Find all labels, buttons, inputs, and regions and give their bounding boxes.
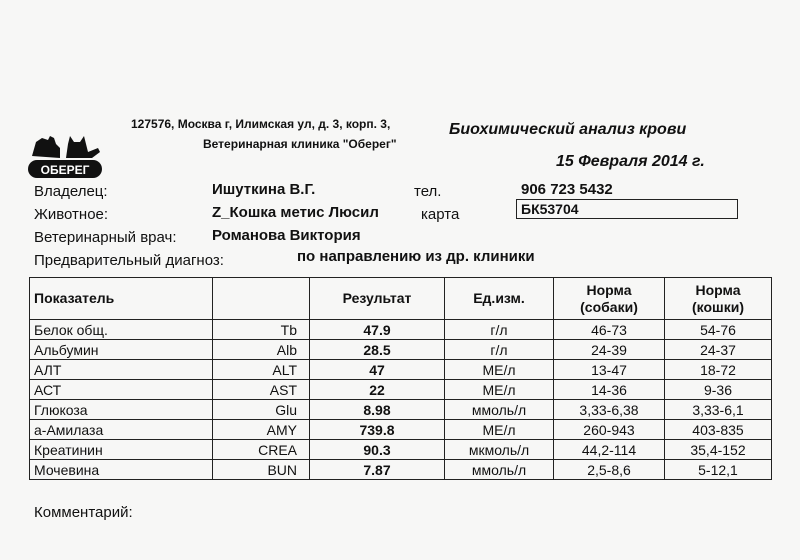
- row-norm-cat: 24-37: [665, 340, 772, 360]
- vet-label: Ветеринарный врач:: [34, 229, 177, 246]
- row-result: 47.9: [310, 320, 445, 340]
- vet-value: Романова Виктория: [212, 227, 361, 244]
- clinic-address: 127576, Москва г, Илимская ул, д. 3, корп. 3,: [131, 117, 391, 131]
- row-norm-dog: 44,2-114: [554, 440, 665, 460]
- row-result: 739.8: [310, 420, 445, 440]
- table-row: [30, 460, 772, 480]
- row-result: 28.5: [310, 340, 445, 360]
- row-code: ALT: [213, 360, 310, 380]
- row-norm-dog: 13-47: [554, 360, 665, 380]
- row-code: BUN: [213, 460, 310, 480]
- header-norm-dogs: Норма (собаки): [554, 278, 665, 320]
- table-row: [30, 420, 772, 440]
- table-header-row: [30, 278, 772, 320]
- card-label: карта: [421, 206, 460, 223]
- table-row: [30, 400, 772, 420]
- document-title: Биохимический анализ крови: [449, 121, 687, 138]
- row-unit: ммоль/л: [445, 460, 554, 480]
- animal-value: Z_Кошка метис Люсил: [212, 204, 379, 221]
- row-norm-cat: 5-12,1: [665, 460, 772, 480]
- row-norm-dog: 2,5-8,6: [554, 460, 665, 480]
- row-name: Креатинин: [30, 440, 213, 460]
- row-code: Alb: [213, 340, 310, 360]
- phone-value: 906 723 5432: [521, 181, 613, 198]
- card-number-box: БК53704: [516, 199, 738, 219]
- owner-value: Ишуткина В.Г.: [212, 181, 316, 198]
- row-code: CREA: [213, 440, 310, 460]
- table-row: [30, 440, 772, 460]
- phone-label: тел.: [414, 183, 442, 200]
- row-name: Альбумин: [30, 340, 213, 360]
- row-code: AST: [213, 380, 310, 400]
- row-norm-cat: 35,4-152: [665, 440, 772, 460]
- logo-text: ОБЕРЕГ: [40, 163, 90, 177]
- row-result: 47: [310, 360, 445, 380]
- animal-label: Животное:: [34, 206, 109, 223]
- row-norm-cat: 3,33-6,1: [665, 400, 772, 420]
- row-name: Мочевина: [30, 460, 213, 480]
- header-result: Результат: [310, 278, 445, 320]
- row-code: Glu: [213, 400, 310, 420]
- row-norm-dog: 24-39: [554, 340, 665, 360]
- row-unit: мкмоль/л: [445, 440, 554, 460]
- row-norm-cat: 403-835: [665, 420, 772, 440]
- table-row: [30, 340, 772, 360]
- results-table: [29, 277, 772, 480]
- row-norm-cat: 54-76: [665, 320, 772, 340]
- row-result: 7.87: [310, 460, 445, 480]
- table-row: [30, 360, 772, 380]
- row-norm-dog: 46-73: [554, 320, 665, 340]
- row-norm-cat: 9-36: [665, 380, 772, 400]
- header-norm-cats: Норма (кошки): [665, 278, 772, 320]
- row-norm-cat: 18-72: [665, 360, 772, 380]
- row-name: АЛТ: [30, 360, 213, 380]
- row-code: AMY: [213, 420, 310, 440]
- row-name: Белок общ.: [30, 320, 213, 340]
- owner-label: Владелец:: [34, 183, 108, 200]
- clinic-logo: [26, 130, 104, 182]
- row-code: Tb: [213, 320, 310, 340]
- table-row: [30, 380, 772, 400]
- table-row: [30, 320, 772, 340]
- diagnosis-label: Предварительный диагноз:: [34, 252, 224, 269]
- row-name: АСТ: [30, 380, 213, 400]
- row-name: а-Амилаза: [30, 420, 213, 440]
- row-norm-dog: 260-943: [554, 420, 665, 440]
- row-unit: ммоль/л: [445, 400, 554, 420]
- row-unit: МЕ/л: [445, 420, 554, 440]
- row-unit: г/л: [445, 320, 554, 340]
- row-unit: МЕ/л: [445, 360, 554, 380]
- row-result: 22: [310, 380, 445, 400]
- row-unit: г/л: [445, 340, 554, 360]
- comment-label: Комментарий:: [34, 504, 133, 521]
- row-result: 8.98: [310, 400, 445, 420]
- row-norm-dog: 14-36: [554, 380, 665, 400]
- clinic-name: Ветеринарная клиника "Оберег": [203, 137, 397, 151]
- cat-dog-logo-icon: [26, 130, 104, 182]
- row-unit: МЕ/л: [445, 380, 554, 400]
- row-result: 90.3: [310, 440, 445, 460]
- header-indicator: Показатель: [30, 278, 213, 320]
- row-norm-dog: 3,33-6,38: [554, 400, 665, 420]
- header-code: [213, 278, 310, 320]
- header-unit: Ед.изм.: [445, 278, 554, 320]
- document-date: 15 Февраля 2014 г.: [556, 153, 705, 170]
- row-name: Глюкоза: [30, 400, 213, 420]
- diagnosis-value: по направлению из др. клиники: [297, 248, 535, 265]
